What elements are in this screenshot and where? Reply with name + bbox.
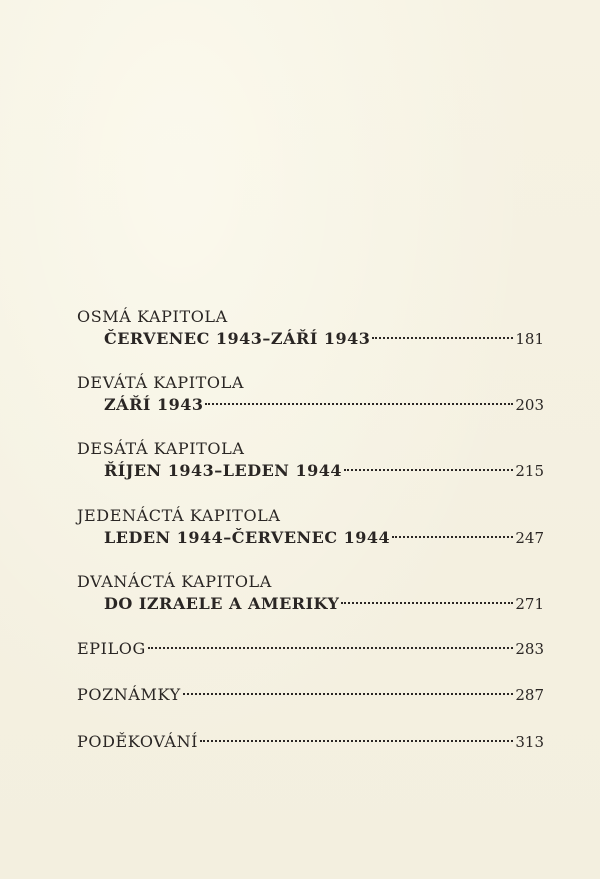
section-title: EPILOG [77, 639, 146, 658]
page-number: 287 [515, 686, 544, 704]
dot-leader [392, 536, 513, 538]
dot-leader [341, 602, 513, 604]
dot-leader [344, 469, 513, 471]
page-number: 215 [515, 462, 544, 480]
chapter-title: ŘÍJEN 1943–LEDEN 1944 [104, 461, 343, 480]
toc-entry-notes [77, 684, 544, 706]
page-number: 181 [515, 330, 544, 348]
toc-entry-chapter-11 [77, 505, 544, 549]
toc-row [77, 394, 544, 416]
dot-leader [148, 647, 513, 649]
toc-entry-chapter-8 [77, 306, 544, 350]
chapter-label: DVANÁCTÁ KAPITOLA [77, 572, 272, 591]
chapter-title: DO IZRAELE A AMERIKY [104, 594, 340, 613]
dot-leader [205, 403, 513, 405]
dot-leader [200, 740, 513, 742]
toc-row [77, 460, 544, 482]
page-number: 203 [515, 396, 544, 414]
section-title: PODĚKOVÁNÍ [77, 732, 199, 751]
chapter-label: JEDENÁCTÁ KAPITOLA [77, 506, 281, 525]
toc-entry-chapter-9 [77, 372, 544, 416]
page-number: 313 [515, 733, 544, 751]
dot-leader [183, 693, 514, 695]
section-title: POZNÁMKY [77, 685, 181, 704]
toc-entry-acknowledgements [77, 731, 544, 753]
toc-row [77, 638, 544, 660]
toc-entry-chapter-10 [77, 438, 544, 482]
table-of-contents [77, 306, 544, 753]
page-number: 283 [515, 640, 544, 658]
chapter-title: ČERVENEC 1943–ZÁŘÍ 1943 [104, 329, 371, 348]
toc-entry-epilog [77, 638, 544, 660]
toc-row [77, 527, 544, 549]
toc-row [77, 731, 544, 753]
page-number: 247 [515, 529, 544, 547]
dot-leader [372, 337, 513, 339]
toc-row [77, 684, 544, 706]
toc-row [77, 593, 544, 615]
chapter-label: DEVÁTÁ KAPITOLA [77, 373, 245, 392]
toc-entry-chapter-12 [77, 571, 544, 615]
chapter-title: ZÁŘÍ 1943 [104, 395, 204, 414]
chapter-label: OSMÁ KAPITOLA [77, 307, 228, 326]
chapter-label: DESÁTÁ KAPITOLA [77, 439, 245, 458]
toc-row [77, 328, 544, 350]
page-number: 271 [515, 595, 544, 613]
chapter-title: LEDEN 1944–ČERVENEC 1944 [104, 528, 391, 547]
